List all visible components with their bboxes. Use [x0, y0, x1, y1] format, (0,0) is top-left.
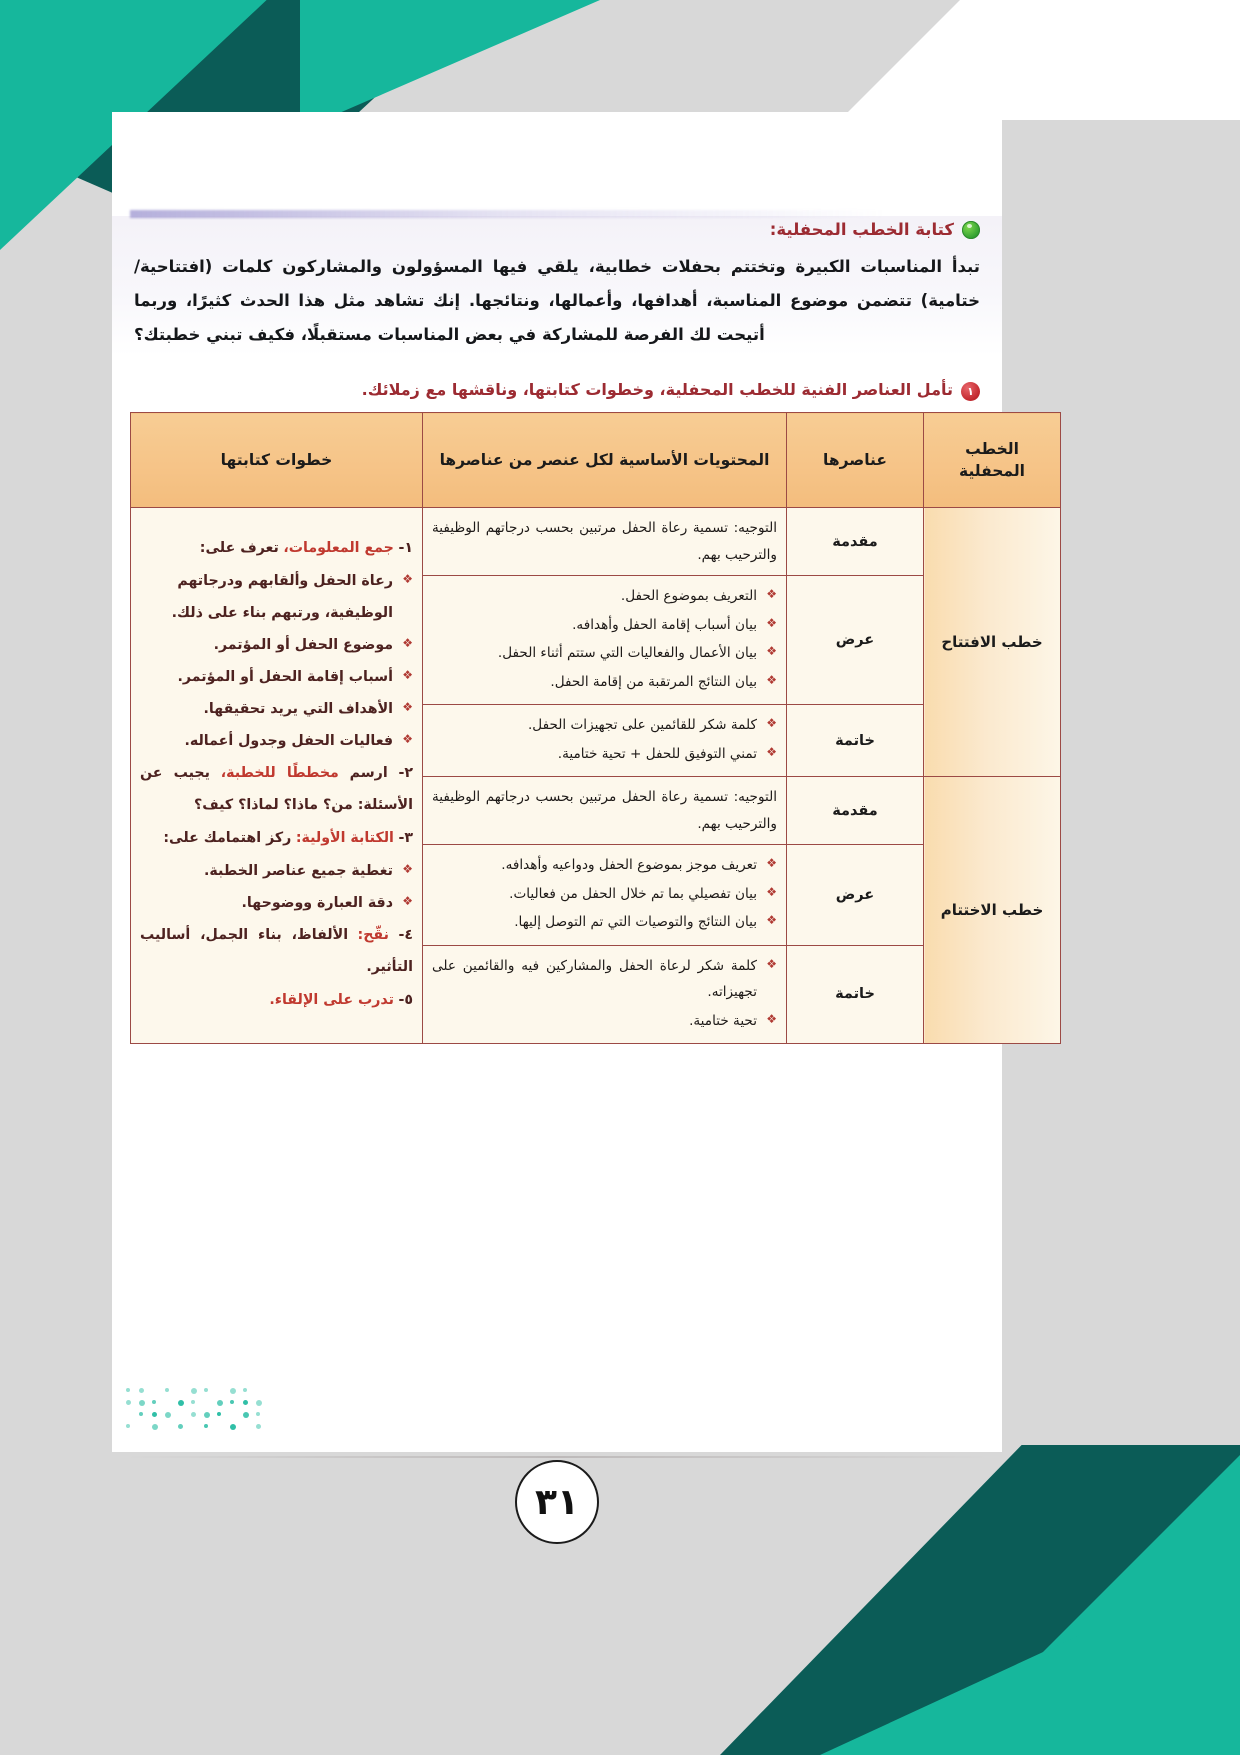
element-contents	[423, 845, 787, 946]
element-name: مقدمة	[787, 777, 924, 845]
decorative-dot	[230, 1388, 236, 1394]
step-3-red-text: الكتابة الأولية:	[295, 829, 394, 846]
contents-plain-text: التوجيه: تسمية رعاة الحفل مرتبين بحسب درجاتهم الوظيفية والترحيب بهم.	[432, 789, 777, 832]
table-row	[131, 508, 1061, 576]
decorative-dot	[191, 1412, 196, 1417]
header-muhtawayat: المحتويات الأساسية لكل عنصر من عناصرها	[423, 413, 787, 508]
speech-elements-table	[130, 412, 1061, 1044]
list-item: ❖ تعريف موجز بموضوع الحفل ودواعيه وأهدافه.	[432, 852, 777, 879]
decorative-dot	[139, 1400, 145, 1406]
list-item: ❖ أسباب إقامة الحفل أو المؤتمر.	[140, 662, 413, 694]
decorative-dot	[230, 1424, 236, 1430]
decorative-dot	[139, 1388, 144, 1393]
element-name: مقدمة	[787, 508, 924, 576]
task-instruction-text: تأمل العناصر الفنية للخطب المحفلية، وخطوات كتابتها، وناقشها مع زملائك.	[361, 380, 953, 399]
decorative-dot	[217, 1400, 223, 1406]
element-name: عرض	[787, 845, 924, 946]
list-item: ❖ بيان النتائج والتوصيات التي تم التوصل إليها.	[432, 909, 777, 936]
decorative-dot	[243, 1388, 247, 1392]
decorative-dot	[126, 1400, 131, 1405]
list-item: ❖ بيان تفصيلي بما تم خلال الحفل من فعاليات.	[432, 881, 777, 908]
list-item: ❖ الأهداف التي يريد تحقيقها.	[140, 694, 413, 726]
contents-list	[432, 583, 777, 695]
contents-list	[432, 852, 777, 936]
decorative-dot	[178, 1424, 183, 1429]
textbook-page-sheet	[112, 112, 1044, 1523]
decorative-dot	[191, 1400, 195, 1404]
element-contents	[423, 576, 787, 705]
list-item: ❖ تغطية جميع عناصر الخطبة.	[140, 856, 413, 888]
list-item: ❖ تحية ختامية.	[432, 1008, 777, 1035]
decorative-dot	[152, 1400, 156, 1404]
list-item: ❖ كلمة شكر للقائمين على تجهيزات الحفل.	[432, 712, 777, 739]
step-5-red-text: تدرب على الإلقاء.	[269, 991, 394, 1008]
list-item: ❖ تمني التوفيق للحفل + تحية ختامية.	[432, 741, 777, 768]
decorative-dot	[191, 1388, 197, 1394]
step-4-rest-text: الألفاظ، بناء الجمل، أساليب التأثير.	[140, 926, 413, 975]
list-item: ❖ بيان الأعمال والفعاليات التي ستتم أثناء الحفل.	[432, 640, 777, 667]
element-contents	[423, 945, 787, 1044]
top-right-white-shape	[840, 0, 1240, 120]
decorative-dot	[204, 1412, 210, 1418]
header-anasir: عناصرها	[787, 413, 924, 508]
table-body	[131, 508, 1061, 1044]
step-3-number: ٣-	[398, 829, 413, 846]
list-item: ❖ موضوع الحفل أو المؤتمر.	[140, 630, 413, 662]
step-1-rest-text: تعرف على:	[199, 540, 279, 557]
step-3-items	[140, 856, 413, 920]
list-item: ❖ دقة العبارة ووضوحها.	[140, 888, 413, 920]
step-4-red-text: نقّح:	[357, 926, 389, 943]
page-number: ٣١	[515, 1460, 599, 1544]
section-heading	[770, 220, 980, 239]
page-content	[112, 112, 1044, 1523]
decorative-dot	[243, 1400, 248, 1405]
decorative-dot-pattern	[126, 1388, 276, 1434]
group-label-ikhtitam: خطب الاختتام	[924, 777, 1061, 1044]
decorative-dot	[256, 1412, 260, 1416]
list-item: ❖ كلمة شكر لرعاة الحفل والمشاركين فيه والقائمين على تجهيزاته.	[432, 953, 777, 1006]
element-name: عرض	[787, 576, 924, 705]
decorative-dot	[165, 1412, 171, 1418]
decorative-dot	[204, 1424, 208, 1428]
green-circle-bullet-icon	[962, 221, 980, 239]
list-item: ❖ فعاليات الحفل وجدول أعماله.	[140, 726, 413, 758]
decorative-dot	[139, 1412, 143, 1416]
table-head	[131, 413, 1061, 508]
decorative-dot	[152, 1412, 157, 1417]
decorative-dot	[178, 1400, 184, 1406]
top-left-teal-triangle	[300, 0, 600, 130]
decorative-dot	[204, 1388, 208, 1392]
bottom-rule	[122, 1456, 992, 1458]
decorative-dot	[126, 1388, 130, 1392]
step-1-items	[140, 566, 413, 758]
decorative-dot	[230, 1400, 234, 1404]
intro-paragraph: تبدأ المناسبات الكبيرة وتختتم بحفلات خطابية، يلقي فيها المسؤولون والمشاركون كلمات (افتتاحية/ ختامية) تتضمن موضوع المناسبة، أهدافها، وأعمالها، ونتائجها. إنك تشاهد مثل هذا الحدث كثيرًا، وربما أتيحت لك الفرصة للمشاركة في بعض المناسبات مستقبلًا، فكيف تبني خطبتك؟	[134, 257, 980, 344]
step-4-line	[140, 920, 413, 984]
list-item: ❖ بيان النتائج المرتقبة من إقامة الحفل.	[432, 669, 777, 696]
header-khutuwat: خطوات كتابتها	[131, 413, 423, 508]
element-contents	[423, 508, 787, 576]
contents-plain-text: التوجيه: تسمية رعاة الحفل مرتبين بحسب درجاتهم الوظيفية والترحيب بهم.	[432, 520, 777, 563]
step-2-line	[140, 758, 413, 822]
header-khutab: الخطب المحفلية	[924, 413, 1061, 508]
list-item: ❖ بيان أسباب إقامة الحفل وأهدافه.	[432, 612, 777, 639]
decorative-dot	[126, 1424, 130, 1428]
step-1-number: ١-	[398, 540, 413, 557]
step-2-rest-text: يجيب عن الأسئلة: من؟ ماذا؟ لماذا؟ كيف؟	[140, 765, 413, 813]
step-5-line	[140, 985, 413, 1017]
step-1-red-text: جمع المعلومات،	[283, 540, 394, 557]
task-instruction	[362, 380, 980, 401]
writing-steps-cell	[131, 508, 423, 1044]
decorative-dot	[217, 1412, 221, 1416]
list-item: ❖ التعريف بموضوع الحفل.	[432, 583, 777, 610]
decorative-dot	[152, 1424, 158, 1430]
contents-list	[432, 953, 777, 1035]
contents-list	[432, 712, 777, 767]
task-number-badge: ١	[961, 382, 980, 401]
section-heading-text: كتابة الخطب المحفلية:	[769, 220, 954, 239]
element-contents	[423, 777, 787, 845]
decorative-dot	[243, 1412, 249, 1418]
element-name: خاتمة	[787, 945, 924, 1044]
table-header-row	[131, 413, 1061, 508]
step-4-number: ٤-	[398, 926, 413, 943]
step-1-line	[140, 533, 413, 565]
decorative-dot	[165, 1388, 169, 1392]
step-5-number: ٥-	[398, 991, 413, 1008]
decorative-dot	[256, 1424, 261, 1429]
step-2-number: ٢-	[398, 765, 414, 782]
list-item: ❖ رعاة الحفل وألقابهم ودرجاتهم الوظيفية، ورتبهم بناء على ذلك.	[140, 566, 413, 630]
decorative-dot	[256, 1400, 262, 1406]
step-2-pre-text: ارسم	[349, 765, 388, 782]
step-3-rest-text: ركز اهتمامك على:	[163, 829, 292, 846]
element-name: خاتمة	[787, 705, 924, 777]
step-2-red-text: مخططًا للخطبة،	[220, 765, 339, 782]
step-3-line	[140, 823, 413, 855]
group-label-iftitah: خطب الافتتاح	[924, 508, 1061, 777]
element-contents	[423, 705, 787, 777]
